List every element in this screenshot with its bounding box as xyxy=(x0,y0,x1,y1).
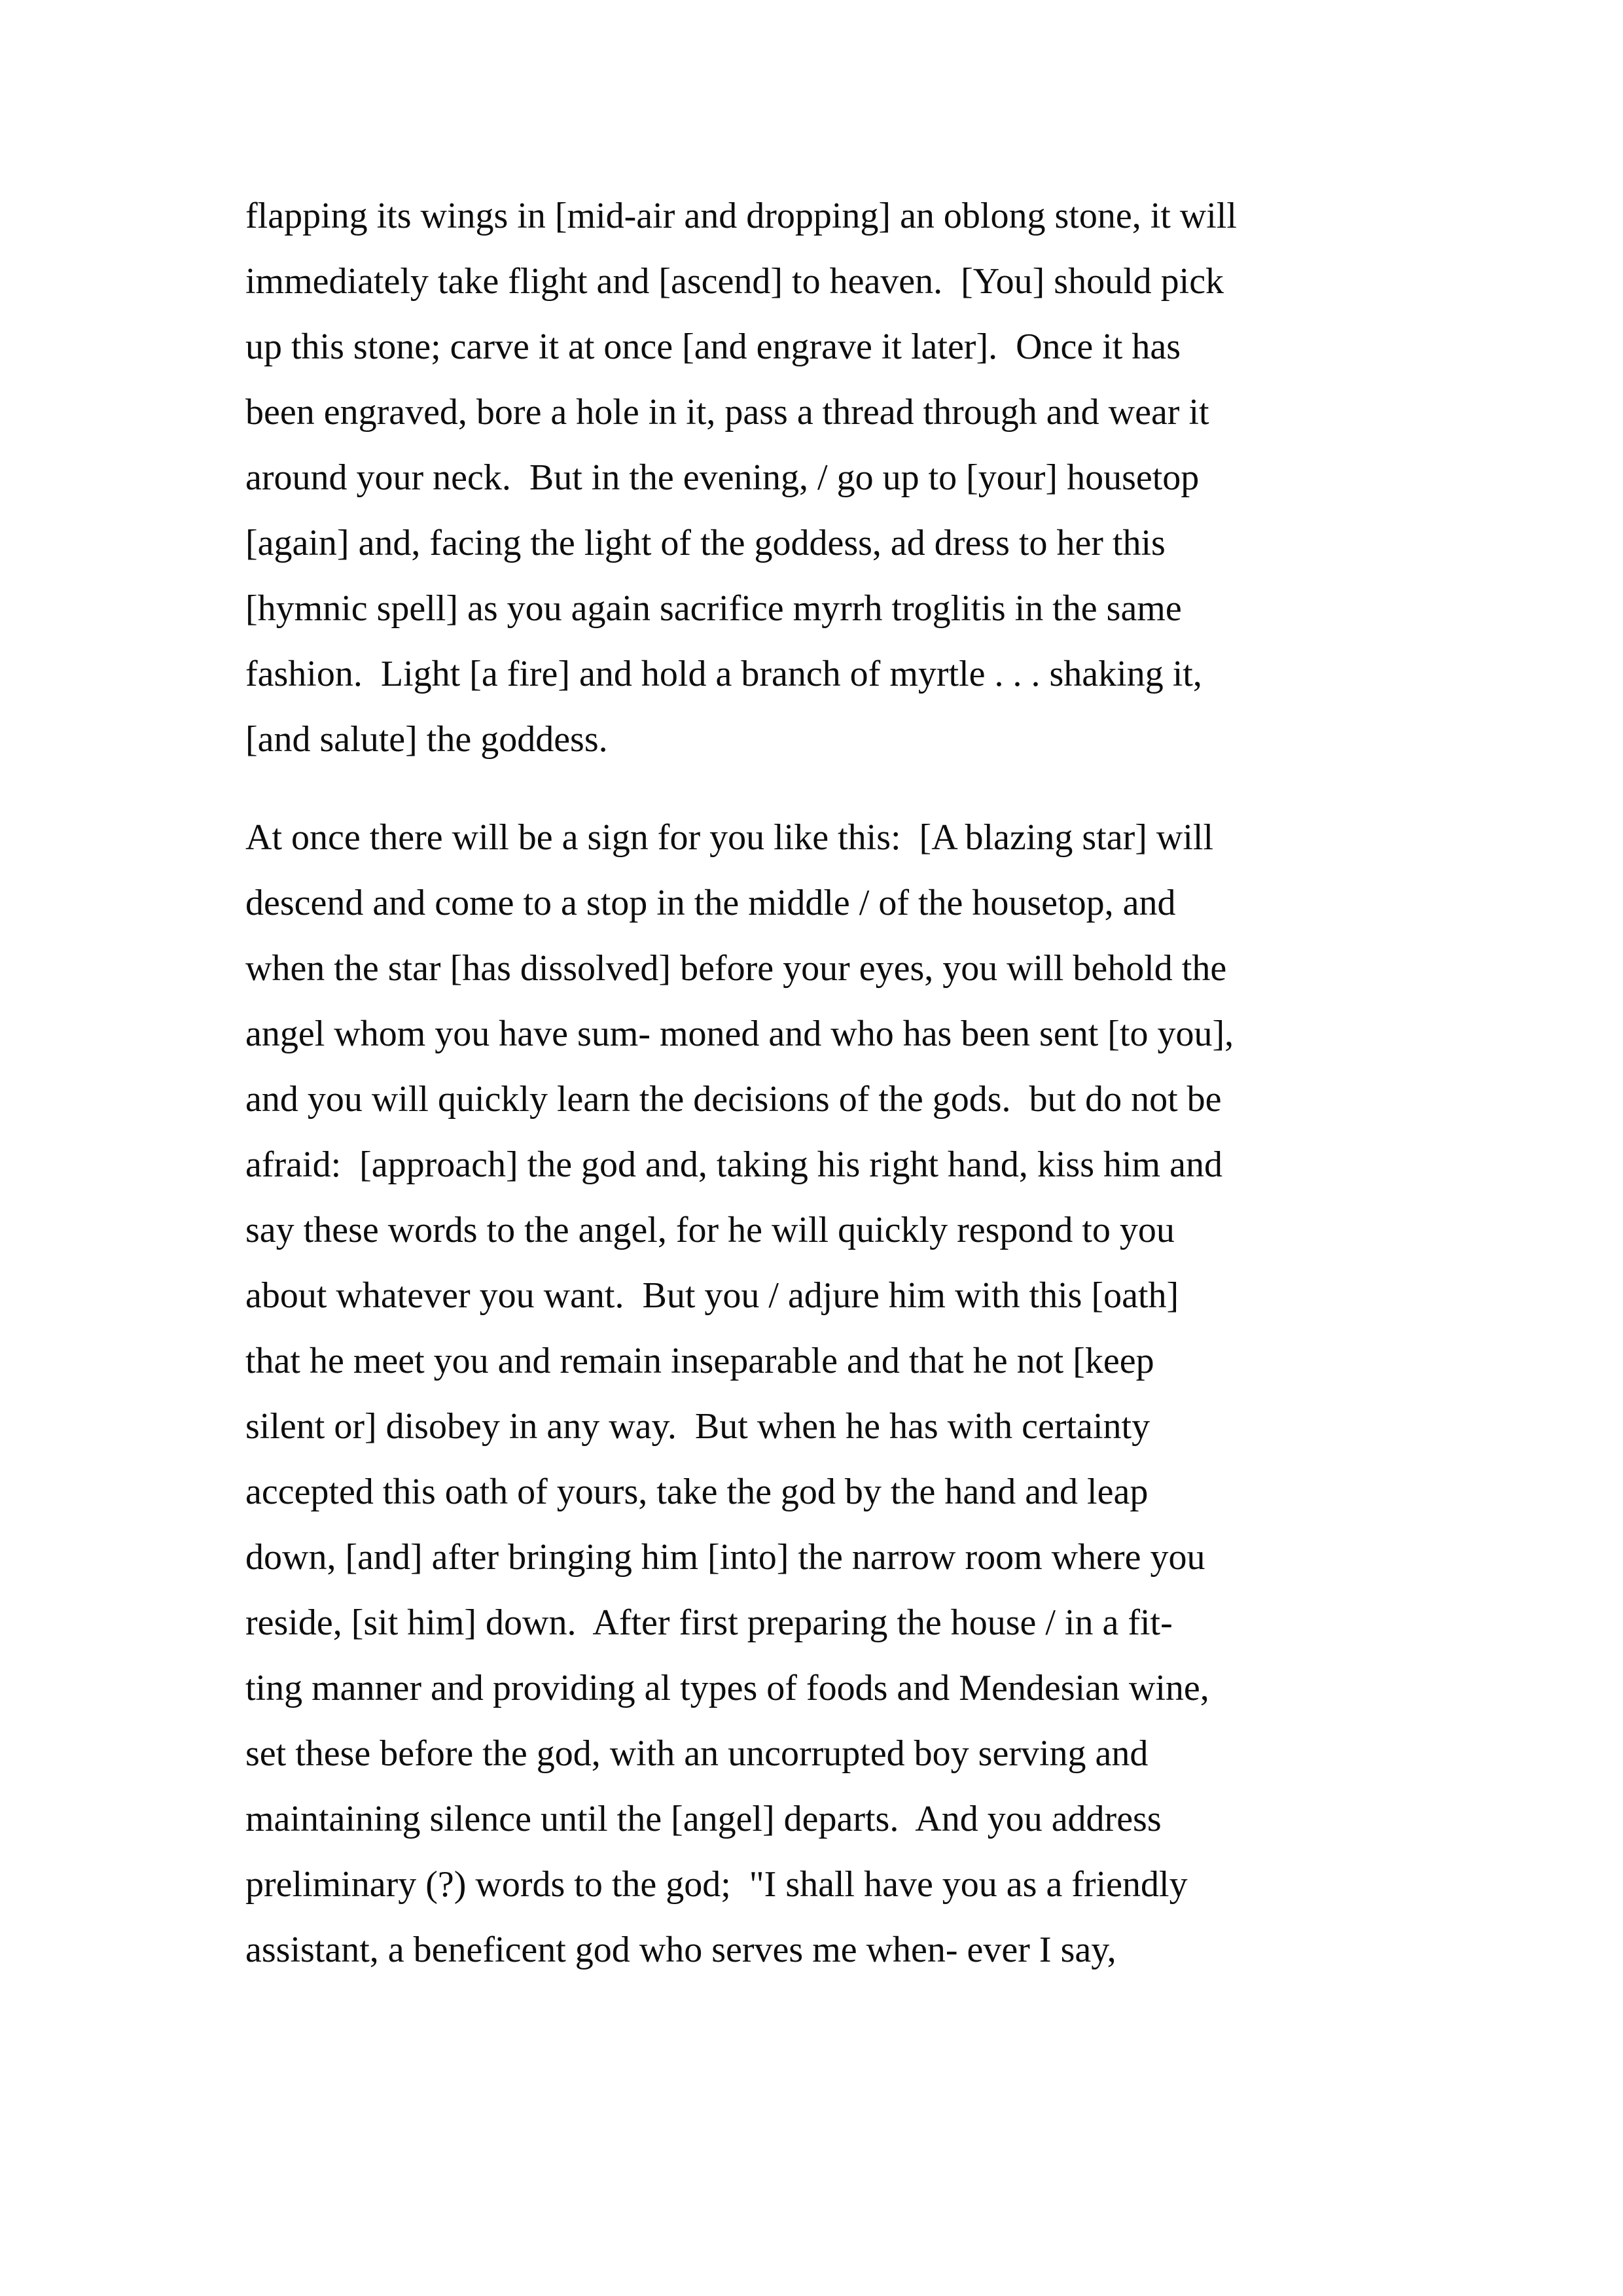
text-line: silent or] disobey in any way. But when he has with certainty xyxy=(245,1406,1150,1447)
text-line: say these words to the angel, for he will quickly respond to you xyxy=(245,1210,1175,1250)
text-line: that he meet you and remain inseparable and that he not [keep xyxy=(245,1341,1154,1381)
text-line: around your neck. But in the evening, / go up to [your] housetop xyxy=(245,457,1200,498)
text-line: [again] and, facing the light of the goddess, ad dress to her this xyxy=(245,523,1166,563)
body-text xyxy=(245,183,1436,1983)
text-line: flapping its wings in [mid-air and dropping] an oblong stone, it will xyxy=(245,196,1237,236)
text-line: and you will quickly learn the decisions of the gods. but do not be xyxy=(245,1079,1222,1120)
text-line: fashion. Light [a fire] and hold a branch of myrtle . . . shaking it, xyxy=(245,654,1202,694)
text-line: reside, [sit him] down. After first preparing the house / in a fit- xyxy=(245,1602,1173,1643)
text-line: ting manner and providing al types of foods and Mendesian wine, xyxy=(245,1668,1209,1708)
text-line: assistant, a beneficent god who serves me when- ever I say, xyxy=(245,1930,1116,1970)
text-line: angel whom you have sum- moned and who has been sent [to you], xyxy=(245,1014,1234,1054)
paragraph-1 xyxy=(245,183,1436,772)
text-line: [and salute] the goddess. xyxy=(245,719,608,760)
text-line: maintaining silence until the [angel] departs. And you address xyxy=(245,1799,1162,1839)
text-line: descend and come to a stop in the middle / of the housetop, and xyxy=(245,883,1176,923)
text-line: afraid: [approach] the god and, taking his right hand, kiss him and xyxy=(245,1144,1222,1185)
text-line: [hymnic spell] as you again sacrifice myrrh troglitis in the same xyxy=(245,588,1182,629)
text-line: been engraved, bore a hole in it, pass a thread through and wear it xyxy=(245,392,1209,433)
text-line: set these before the god, with an uncorrupted boy serving and xyxy=(245,1733,1149,1774)
paragraph-2 xyxy=(245,805,1436,1983)
text-line: immediately take flight and [ascend] to heaven. [You] should pick xyxy=(245,261,1224,302)
text-line: up this stone; carve it at once [and engrave it later]. Once it has xyxy=(245,327,1181,367)
text-line: when the star [has dissolved] before your eyes, you will behold the xyxy=(245,948,1227,989)
text-line: about whatever you want. But you / adjure him with this [oath] xyxy=(245,1275,1179,1316)
text-line: accepted this oath of yours, take the god by the hand and leap xyxy=(245,1472,1149,1512)
text-line: At once there will be a sign for you like this: [A blazing star] will xyxy=(245,817,1213,858)
text-line: down, [and] after bringing him [into] the narrow room where you xyxy=(245,1537,1205,1578)
text-line: preliminary (?) words to the god; "I shall have you as a friendly xyxy=(245,1864,1188,1905)
